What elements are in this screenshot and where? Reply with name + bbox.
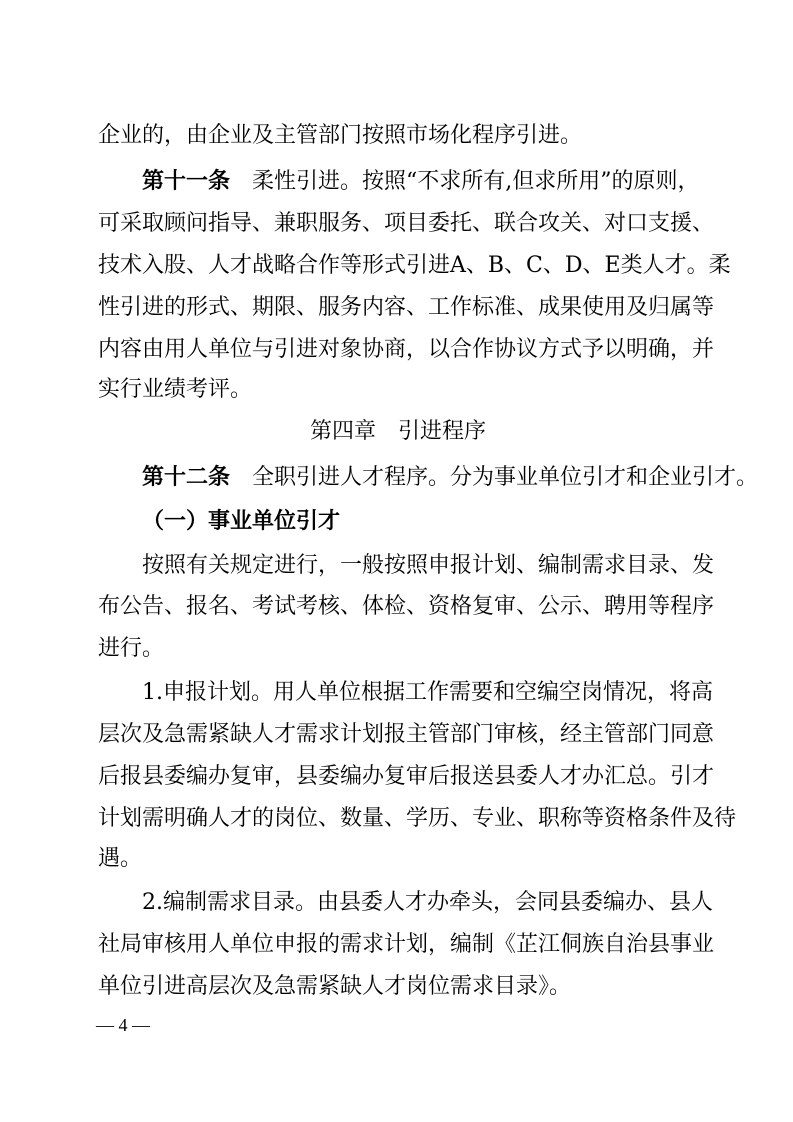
text-line: 可采取顾问指导、兼职服务、项目委托、联合攻关、对口支援、: [98, 211, 715, 236]
text-line: 社局审核用人单位申报的需求计划，编制《芷江侗族自治县事业: [98, 932, 715, 957]
article-12-line: [142, 457, 759, 499]
article-11-label: 第十一条: [142, 169, 231, 194]
text-line: 遇。: [98, 846, 143, 871]
text-line: 计划需明确人才的岗位、数量、学历、专业、职称等资格条件及待: [98, 806, 737, 831]
text-line: 1.申报计划。用人单位根据工作需要和空编空岗情况，将高: [142, 680, 713, 705]
page-number: — 4 —: [96, 1015, 150, 1035]
text-line: 实行业绩考评。: [98, 377, 253, 402]
article-11-text: [230, 169, 252, 194]
article-12-text: 全职引进人才程序。分为事业单位引才和企业引才。: [252, 465, 759, 490]
section-heading: （一）事业单位引才: [142, 509, 341, 534]
text-line: 后报县委编办复审，县委编办复审后报送县委人才办汇总。引才: [98, 764, 715, 789]
text-line: 企业的，由企业及主管部门按照市场化程序引进。: [98, 123, 583, 148]
text-line: 层次及急需紧缺人才需求计划报主管部门审核，经主管部门同意: [98, 722, 715, 747]
text-line: 内容由用人单位与引进对象协商，以合作协议方式予以明确，并: [98, 337, 715, 362]
article-12-text: [230, 465, 252, 490]
text-line: 布公告、报名、考试考核、体检、资格复审、公示、聘用等程序: [98, 594, 715, 619]
article-12-label: 第十二条: [142, 465, 231, 490]
text-line: 技术入股、人才战略合作等形式引进A、B、C、D、E类人才。柔: [98, 253, 731, 278]
article-11-line: [142, 161, 698, 203]
text-line: 按照有关规定进行，一般按照申报计划、编制需求目录、发: [142, 553, 715, 578]
chapter-title: 第四章 引进程序: [309, 419, 486, 444]
text-line: 进行。: [98, 636, 165, 661]
text-line: 性引进的形式、期限、服务内容、工作标准、成果使用及归属等: [98, 295, 715, 320]
article-11-text: 柔性引进。按照“不求所有,但求所用”的原则，: [252, 169, 700, 194]
text-line: 2.编制需求目录。由县委人才办牵头，会同县委编办、县人: [142, 890, 713, 915]
text-line: 单位引进高层次及急需紧缺人才岗位需求目录》。: [98, 974, 572, 999]
